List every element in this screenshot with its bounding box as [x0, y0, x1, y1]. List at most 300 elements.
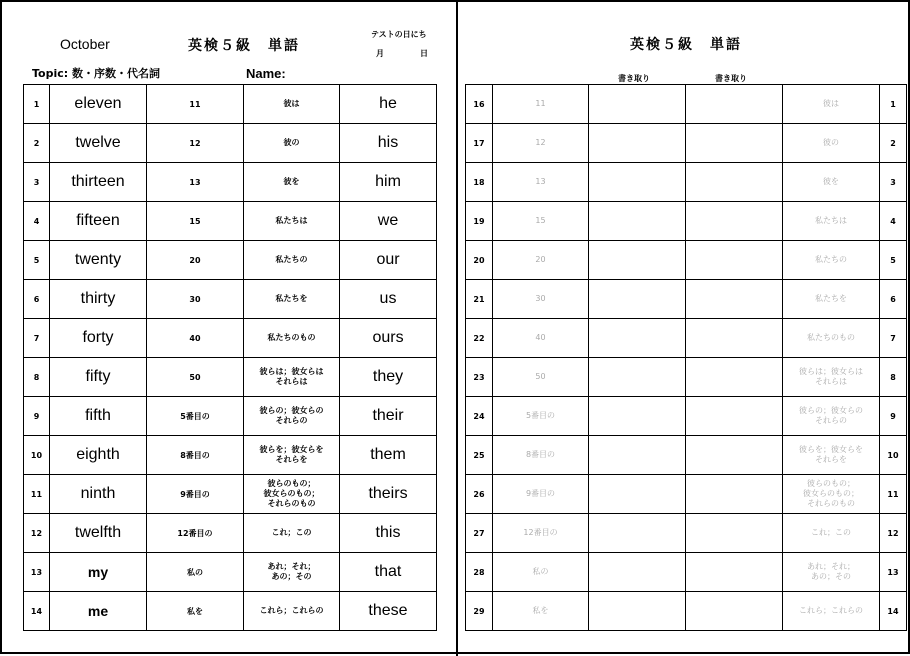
pronoun-english-text: his: [377, 134, 399, 151]
number-hint-text: 30: [535, 294, 546, 303]
number-word-text: fifty: [85, 368, 111, 385]
page-divider: [456, 2, 458, 656]
row-index-text: 10: [887, 450, 899, 460]
pronoun-english-text: ours: [372, 329, 404, 346]
writing-cell[interactable]: [589, 85, 686, 124]
number-hint-text: 15: [535, 216, 546, 225]
pronoun-hint: [783, 475, 880, 514]
row-number: [466, 163, 493, 202]
pronoun-japanese-text: 私たちのもの: [267, 333, 316, 342]
writing-cell[interactable]: [686, 124, 783, 163]
number-hint-text: 9番目の: [525, 489, 556, 498]
pronoun-japanese: [244, 358, 340, 397]
row-number-text: 10: [30, 450, 43, 460]
row-number: [466, 202, 493, 241]
row-number: [24, 475, 50, 514]
number-word: [50, 397, 147, 436]
writing-cell[interactable]: [686, 85, 783, 124]
pronoun-english-text: this: [375, 524, 401, 541]
row-index: [880, 592, 907, 631]
row-index-text: 4: [890, 216, 896, 226]
row-number-text: 26: [473, 489, 485, 499]
row-index: [880, 553, 907, 592]
number-value: [147, 553, 244, 592]
row-number-text: 13: [30, 567, 43, 577]
number-word: [50, 358, 147, 397]
number-hint: [493, 553, 589, 592]
row-number-text: 17: [473, 138, 485, 148]
number-hint-text: 5番目の: [525, 411, 556, 420]
row-number: [24, 397, 50, 436]
number-word-text: fifth: [85, 407, 111, 424]
table-row: [24, 241, 437, 280]
row-index: [880, 319, 907, 358]
number-hint: [493, 436, 589, 475]
writing-cell[interactable]: [589, 124, 686, 163]
number-word-text: twelve: [75, 134, 121, 151]
row-number: [466, 553, 493, 592]
writing-cell[interactable]: [686, 358, 783, 397]
row-number: [24, 163, 50, 202]
writing-cell[interactable]: [686, 319, 783, 358]
table-row: [24, 514, 437, 553]
pronoun-japanese: [244, 592, 340, 631]
pronoun-english-text: our: [376, 251, 400, 268]
number-hint: [493, 319, 589, 358]
pronoun-english-text: we: [377, 212, 399, 229]
writing-cell[interactable]: [589, 241, 686, 280]
table-row: [466, 475, 907, 514]
number-value: [147, 514, 244, 553]
pronoun-japanese: [244, 319, 340, 358]
table-row: [24, 280, 437, 319]
row-number: [466, 85, 493, 124]
number-word: [50, 241, 147, 280]
row-number-text: 8: [33, 372, 40, 382]
number-value-text: 5番目の: [180, 411, 210, 421]
row-number: [24, 319, 50, 358]
row-index: [880, 163, 907, 202]
row-index: [880, 436, 907, 475]
row-number-text: 28: [473, 567, 485, 577]
table-row: [24, 202, 437, 241]
row-index: [880, 280, 907, 319]
row-number: [24, 124, 50, 163]
pronoun-japanese-text: 彼を: [283, 177, 300, 186]
row-index-text: 6: [890, 294, 896, 304]
pronoun-hint: [783, 319, 880, 358]
pronoun-japanese: [244, 397, 340, 436]
row-index: [880, 475, 907, 514]
number-value: [147, 436, 244, 475]
writing-cell[interactable]: [589, 592, 686, 631]
number-hint: [493, 202, 589, 241]
number-value: [147, 124, 244, 163]
number-word-text: fifteen: [76, 212, 120, 229]
pronoun-japanese: [244, 514, 340, 553]
pronoun-japanese-text: 彼の: [283, 138, 300, 147]
row-number: [466, 241, 493, 280]
writing-cell[interactable]: [686, 475, 783, 514]
row-number: [466, 358, 493, 397]
pronoun-japanese: [244, 241, 340, 280]
pronoun-english: [340, 397, 437, 436]
row-number-text: 2: [33, 138, 40, 148]
writing-cell[interactable]: [589, 475, 686, 514]
number-hint: [493, 85, 589, 124]
table-row: [466, 553, 907, 592]
number-word: [50, 436, 147, 475]
row-number-text: 1: [33, 99, 40, 109]
table-row: [24, 397, 437, 436]
writing-label-2: 書き取り: [715, 74, 747, 83]
pronoun-hint: [783, 358, 880, 397]
row-index: [880, 241, 907, 280]
pronoun-japanese: [244, 202, 340, 241]
table-row: [466, 436, 907, 475]
writing-cell[interactable]: [686, 592, 783, 631]
number-value-text: 13: [189, 177, 201, 187]
number-hint-text: 13: [535, 177, 546, 186]
pronoun-japanese: [244, 124, 340, 163]
pronoun-hint: [783, 397, 880, 436]
number-hint-text: 私を: [532, 606, 549, 615]
right-title: 英検５級 単語: [630, 37, 742, 53]
writing-cell[interactable]: [686, 436, 783, 475]
pronoun-hint-text: 彼を: [823, 177, 839, 186]
pronoun-english-text: him: [375, 173, 401, 190]
writing-cell[interactable]: [589, 319, 686, 358]
number-value: [147, 358, 244, 397]
pronoun-japanese-text: これ；この: [271, 528, 312, 537]
row-number-text: 5: [33, 255, 40, 265]
number-hint: [493, 358, 589, 397]
number-word: [50, 592, 147, 631]
pronoun-english: [340, 85, 437, 124]
writing-cell[interactable]: [589, 514, 686, 553]
table-row: [466, 358, 907, 397]
row-number: [24, 553, 50, 592]
row-number: [466, 475, 493, 514]
pronoun-english: [340, 592, 437, 631]
pronoun-hint-text: これ；この: [811, 528, 851, 537]
row-index-text: 7: [890, 333, 896, 343]
number-value-text: 私を: [187, 606, 203, 616]
left-title: 英検５級 単語: [188, 38, 300, 54]
writing-cell[interactable]: [589, 553, 686, 592]
table-row: [24, 358, 437, 397]
row-index: [880, 397, 907, 436]
number-value: [147, 85, 244, 124]
pronoun-japanese: [244, 436, 340, 475]
table-row: [24, 553, 437, 592]
row-number: [466, 397, 493, 436]
pronoun-hint: [783, 553, 880, 592]
table-row: [24, 85, 437, 124]
number-value: [147, 475, 244, 514]
table-row: [466, 397, 907, 436]
writing-cell[interactable]: [686, 397, 783, 436]
table-row: [466, 319, 907, 358]
row-number: [24, 85, 50, 124]
writing-cell[interactable]: [589, 280, 686, 319]
row-number: [24, 241, 50, 280]
pronoun-japanese-text: あれ；それ； あの；その: [267, 562, 316, 581]
pronoun-hint: [783, 124, 880, 163]
right-practice-table: [465, 84, 907, 631]
pronoun-english-text: us: [379, 290, 397, 307]
number-word-text: my: [87, 564, 109, 580]
writing-cell[interactable]: [686, 202, 783, 241]
writing-cell[interactable]: [686, 280, 783, 319]
table-row: [24, 163, 437, 202]
number-value-text: 30: [189, 294, 201, 304]
number-value: [147, 202, 244, 241]
number-value-text: 40: [189, 333, 201, 343]
row-number-text: 27: [473, 528, 485, 538]
row-number-text: 25: [473, 450, 485, 460]
number-word-text: forty: [82, 329, 114, 346]
pronoun-hint-text: 私たちの: [815, 255, 847, 264]
table-row: [466, 124, 907, 163]
pronoun-hint: [783, 85, 880, 124]
number-word: [50, 85, 147, 124]
pronoun-english: [340, 514, 437, 553]
row-index-text: 2: [890, 138, 896, 148]
writing-cell[interactable]: [589, 202, 686, 241]
pronoun-japanese-text: 彼らは；彼女らは それらは: [259, 367, 324, 386]
pronoun-english: [340, 436, 437, 475]
number-hint: [493, 397, 589, 436]
row-number-text: 23: [473, 372, 485, 382]
row-number: [466, 124, 493, 163]
pronoun-hint-text: 彼の: [823, 138, 839, 147]
left-vocab-table: [23, 84, 437, 631]
pronoun-hint-text: 彼らを；彼女らを それらを: [799, 445, 863, 464]
writing-cell[interactable]: [686, 163, 783, 202]
number-value-text: 私の: [187, 567, 203, 577]
row-number: [24, 358, 50, 397]
row-index-text: 12: [887, 528, 899, 538]
pronoun-english: [340, 475, 437, 514]
number-value: [147, 280, 244, 319]
row-number: [466, 436, 493, 475]
row-number: [24, 592, 50, 631]
number-word: [50, 475, 147, 514]
number-word: [50, 202, 147, 241]
pronoun-japanese: [244, 85, 340, 124]
table-row: [466, 592, 907, 631]
number-hint-text: 12: [535, 138, 546, 147]
pronoun-japanese-text: これら；これらの: [259, 606, 324, 615]
number-word-text: thirty: [80, 290, 116, 307]
writing-cell[interactable]: [589, 436, 686, 475]
number-word: [50, 553, 147, 592]
pronoun-english: [340, 553, 437, 592]
row-index: [880, 514, 907, 553]
pronoun-english-text: he: [379, 95, 397, 112]
row-number-text: 20: [473, 255, 485, 265]
number-word: [50, 124, 147, 163]
row-index-text: 13: [887, 567, 899, 577]
number-word-text: eleven: [74, 95, 122, 112]
number-value: [147, 241, 244, 280]
pronoun-japanese-text: 私たちは: [275, 216, 308, 225]
row-index-text: 14: [887, 606, 899, 616]
pronoun-english: [340, 280, 437, 319]
number-hint: [493, 514, 589, 553]
number-word-text: thirteen: [71, 173, 125, 190]
number-value-text: 8番目の: [180, 450, 210, 460]
row-number-text: 21: [473, 294, 485, 304]
pronoun-english: [340, 124, 437, 163]
pronoun-japanese-text: 彼は: [283, 99, 300, 108]
number-hint-text: 私の: [532, 567, 549, 576]
pronoun-japanese-text: 私たちを: [275, 294, 308, 303]
number-word: [50, 163, 147, 202]
row-index-text: 8: [890, 372, 896, 382]
number-hint-text: 8番目の: [525, 450, 556, 459]
pronoun-hint-text: あれ；それ； あの；その: [807, 562, 855, 581]
pronoun-english: [340, 202, 437, 241]
pronoun-hint-text: 彼は: [823, 99, 839, 108]
number-hint: [493, 163, 589, 202]
number-value-text: 9番目の: [180, 489, 210, 499]
pronoun-japanese: [244, 475, 340, 514]
row-number-text: 14: [30, 606, 43, 616]
pronoun-japanese-text: 彼らのもの； 彼女らのもの； それらのもの: [263, 479, 320, 508]
table-row: [24, 124, 437, 163]
pronoun-japanese: [244, 280, 340, 319]
pronoun-japanese-text: 彼らを；彼女らを それらを: [259, 445, 324, 464]
table-row: [466, 241, 907, 280]
row-number: [466, 592, 493, 631]
row-index-text: 9: [890, 411, 896, 421]
row-number-text: 29: [473, 606, 485, 616]
pronoun-hint-text: 彼らは；彼女らは それらは: [799, 367, 863, 386]
table-row: [24, 592, 437, 631]
number-hint: [493, 475, 589, 514]
table-row: [466, 202, 907, 241]
pronoun-japanese: [244, 553, 340, 592]
row-number: [24, 202, 50, 241]
pronoun-hint: [783, 436, 880, 475]
pronoun-hint-text: 彼らのもの； 彼女らのもの； それらのもの: [803, 479, 859, 508]
number-word: [50, 514, 147, 553]
row-index-text: 3: [890, 177, 896, 187]
row-number-text: 19: [473, 216, 485, 226]
pronoun-hint: [783, 163, 880, 202]
number-hint: [493, 241, 589, 280]
pronoun-english: [340, 358, 437, 397]
table-row: [466, 514, 907, 553]
number-hint-text: 12番目の: [523, 528, 558, 537]
row-index: [880, 124, 907, 163]
day-field-label: 日: [420, 49, 428, 58]
writing-cell[interactable]: [589, 397, 686, 436]
row-number-text: 7: [33, 333, 40, 343]
pronoun-hint: [783, 280, 880, 319]
number-hint: [493, 280, 589, 319]
number-word-text: twenty: [74, 251, 122, 268]
number-word-text: eighth: [76, 446, 120, 463]
pronoun-hint-text: 私たちを: [815, 294, 847, 303]
pronoun-japanese-text: 私たちの: [275, 255, 308, 264]
pronoun-english-text: their: [372, 407, 404, 424]
row-number: [24, 436, 50, 475]
table-row: [24, 436, 437, 475]
table-row: [24, 319, 437, 358]
row-number-text: 9: [33, 411, 40, 421]
pronoun-japanese: [244, 163, 340, 202]
number-value-text: 20: [189, 255, 201, 265]
month-field-label: 月: [376, 49, 384, 58]
number-hint-text: 11: [535, 99, 546, 108]
test-date-label: テストの日にち: [371, 30, 427, 39]
row-number-text: 16: [473, 99, 485, 109]
writing-cell[interactable]: [589, 358, 686, 397]
row-index: [880, 85, 907, 124]
pronoun-hint-text: 彼らの；彼女らの それらの: [799, 406, 863, 425]
number-word-text: ninth: [80, 485, 116, 502]
pronoun-hint-text: 私たちのもの: [807, 333, 855, 342]
writing-cell[interactable]: [686, 241, 783, 280]
pronoun-hint: [783, 592, 880, 631]
pronoun-english-text: theirs: [368, 485, 408, 502]
writing-cell[interactable]: [686, 514, 783, 553]
row-number: [24, 514, 50, 553]
row-number: [466, 319, 493, 358]
row-number: [466, 514, 493, 553]
row-number-text: 11: [30, 489, 43, 499]
pronoun-hint-text: 私たちは: [815, 216, 847, 225]
number-word: [50, 319, 147, 358]
table-row: [466, 280, 907, 319]
number-value: [147, 163, 244, 202]
pronoun-english-text: them: [370, 446, 406, 463]
row-number-text: 4: [33, 216, 40, 226]
pronoun-hint: [783, 514, 880, 553]
pronoun-english: [340, 163, 437, 202]
name-label: Name:: [246, 66, 286, 81]
row-number-text: 18: [473, 177, 485, 187]
row-index-text: 5: [890, 255, 896, 265]
number-value-text: 12番目の: [177, 528, 213, 538]
pronoun-hint: [783, 202, 880, 241]
pronoun-english-text: these: [368, 602, 408, 619]
row-number-text: 22: [473, 333, 485, 343]
writing-label-1: 書き取り: [618, 74, 650, 83]
row-number: [466, 280, 493, 319]
number-value: [147, 397, 244, 436]
row-number-text: 12: [30, 528, 43, 538]
row-index: [880, 358, 907, 397]
table-row: [466, 85, 907, 124]
number-value-text: 11: [189, 99, 201, 109]
number-hint: [493, 124, 589, 163]
row-number-text: 6: [33, 294, 40, 304]
row-index: [880, 202, 907, 241]
pronoun-japanese-text: 彼らの；彼女らの それらの: [259, 406, 324, 425]
number-word: [50, 280, 147, 319]
pronoun-hint: [783, 241, 880, 280]
number-word-text: twelfth: [74, 524, 122, 541]
number-value-text: 50: [189, 372, 201, 382]
writing-cell[interactable]: [589, 163, 686, 202]
number-hint-text: 40: [535, 333, 546, 342]
number-value-text: 15: [189, 216, 201, 226]
writing-cell[interactable]: [686, 553, 783, 592]
